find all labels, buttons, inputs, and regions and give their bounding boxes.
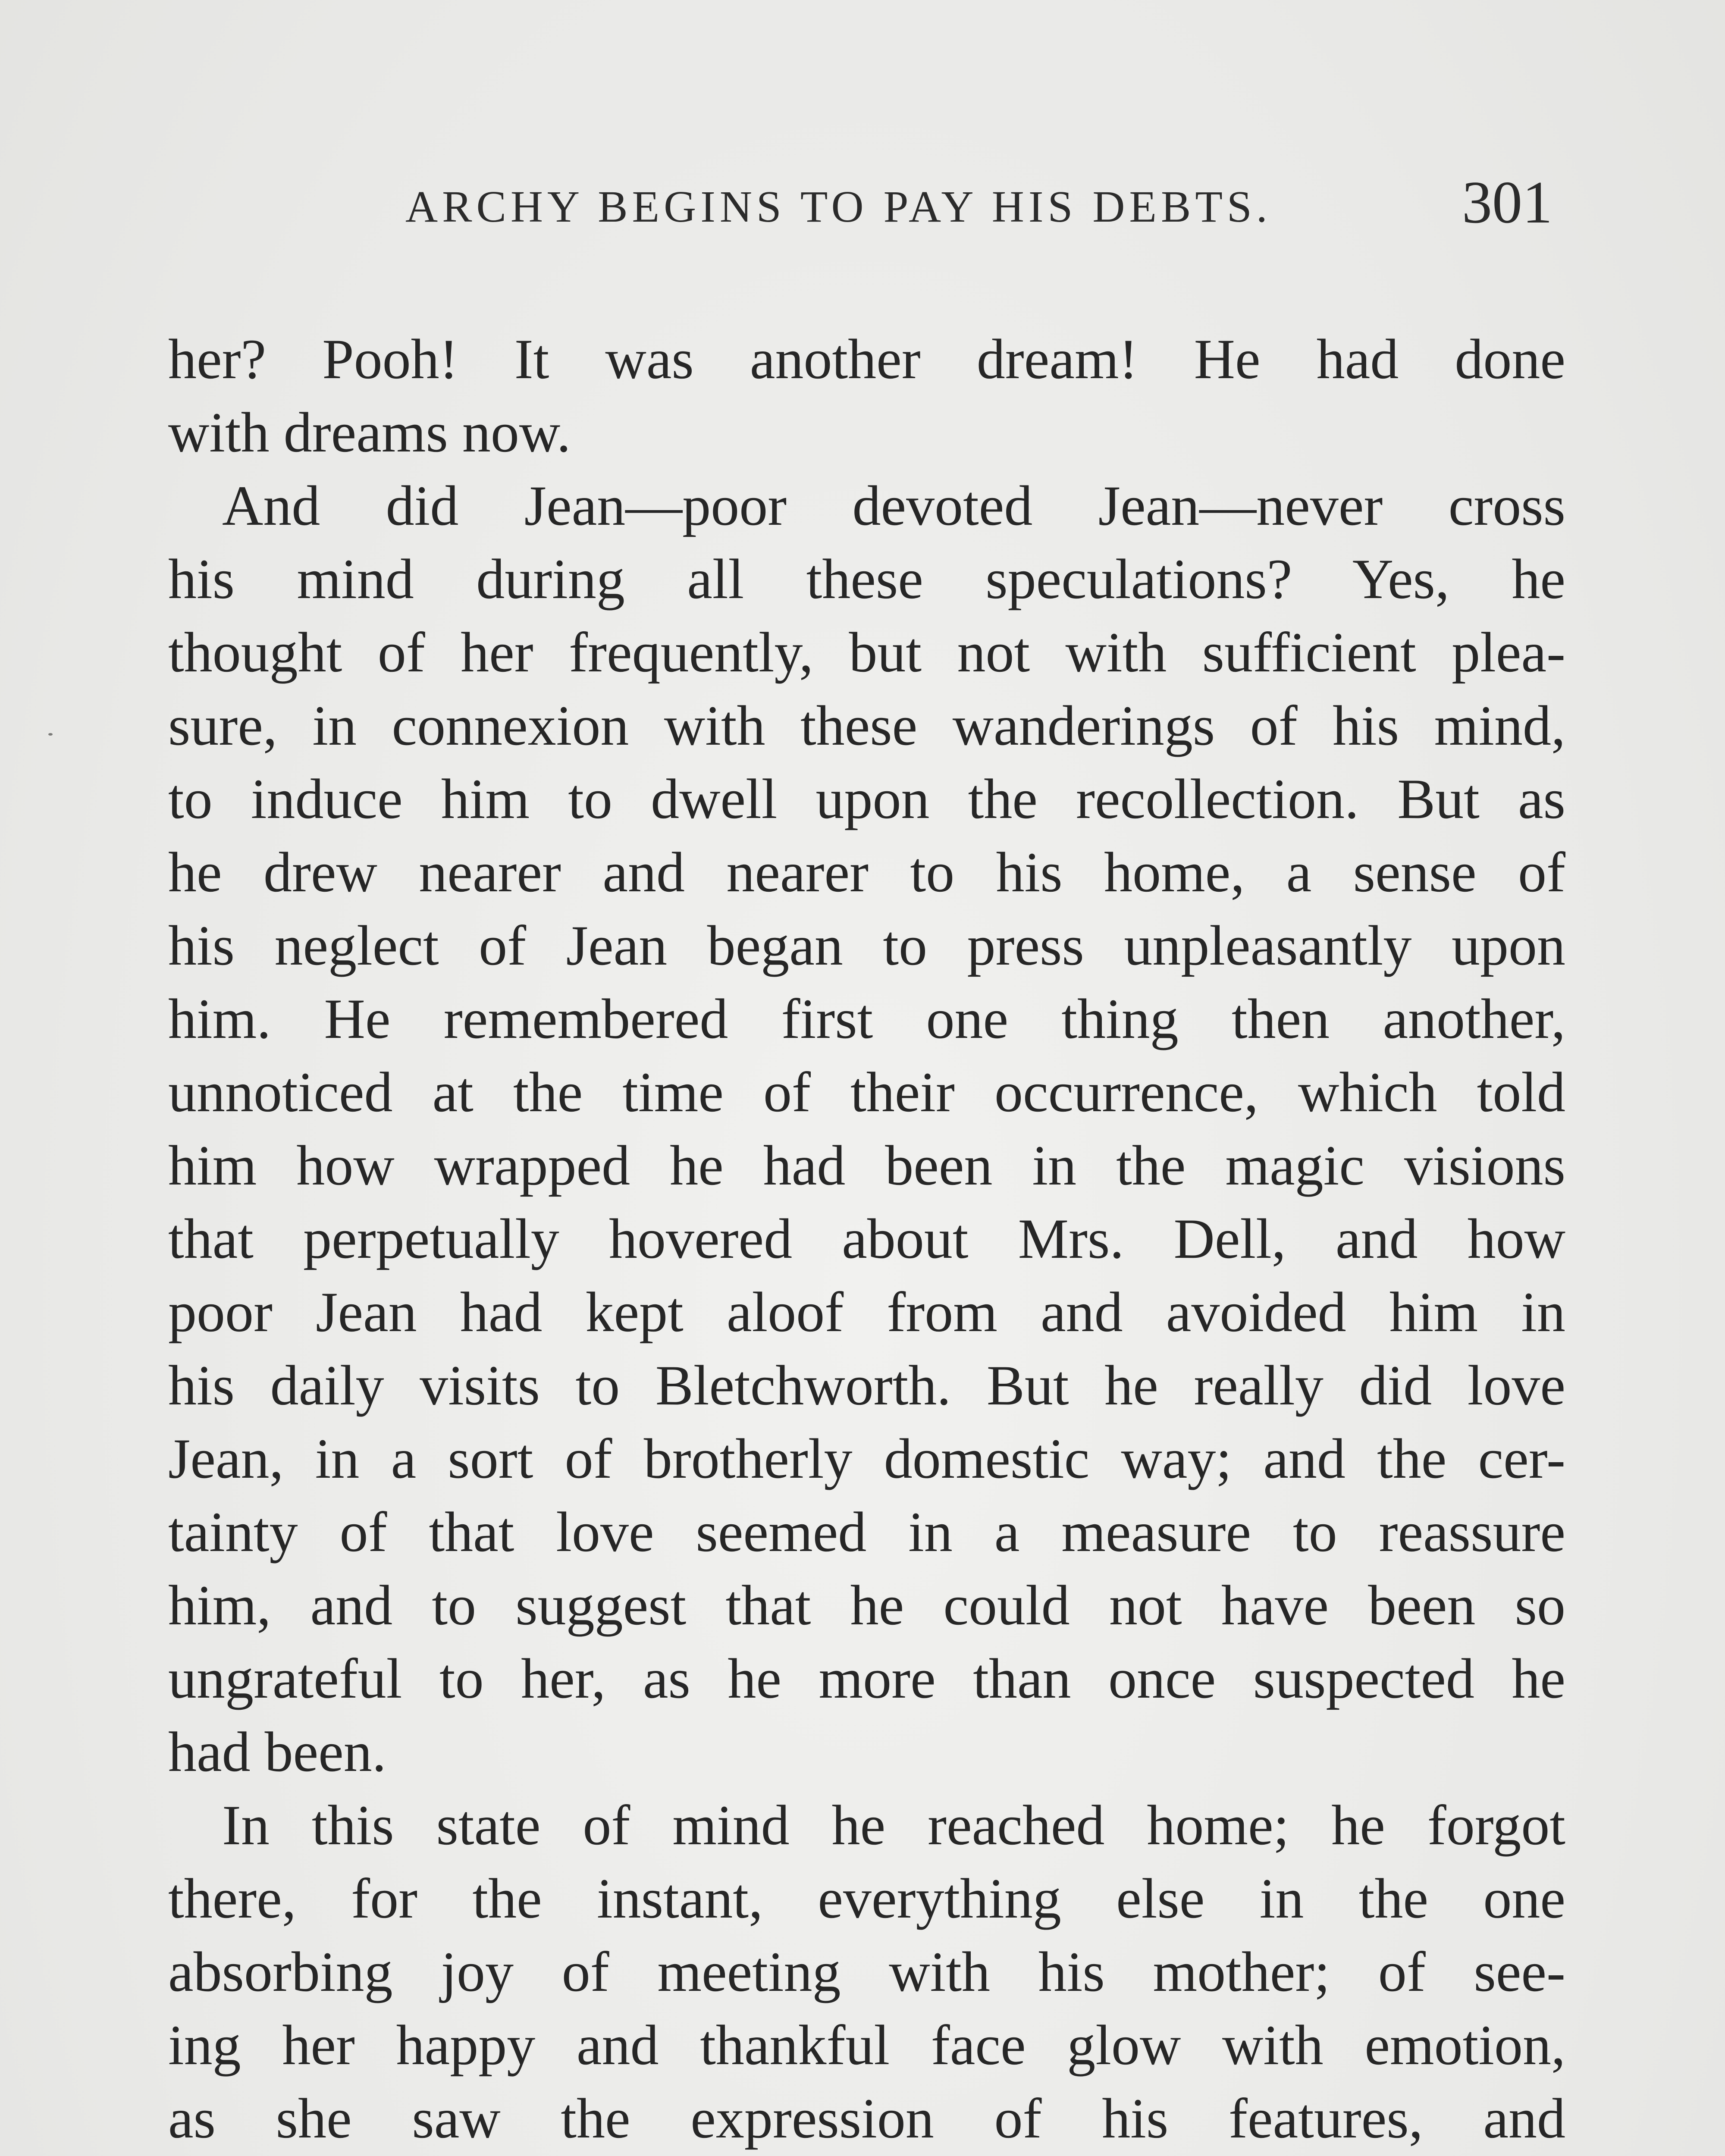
text-line: In this state of mind he reached home; he forgot: [222, 1793, 1565, 1857]
text-line: her? Pooh! It was another dream! He had done: [168, 327, 1565, 391]
paper-speck: [48, 733, 53, 736]
text-line: him. He remembered first one thing then another,: [168, 987, 1565, 1050]
text-line: his neglect of Jean began to press unpleasantly upon: [168, 914, 1565, 977]
text-line: he drew nearer and nearer to his home, a sense of: [168, 840, 1565, 904]
text-line: sure, in connexion with these wanderings of his mind,: [168, 694, 1565, 757]
text-line: that perpetually hovered about Mrs. Dell, and how: [168, 1207, 1565, 1270]
text-line: absorbing joy of meeting with his mother; of see-: [168, 1940, 1565, 2003]
text-line: Jean, in a sort of brotherly domestic way; and the cer-: [168, 1427, 1565, 1490]
page-number: 301: [1462, 169, 1552, 236]
text-line: And did Jean—poor devoted Jean—never cross: [222, 474, 1565, 537]
body-text: [168, 323, 1565, 2156]
text-line: unnoticed at the time of their occurrence, which told: [168, 1060, 1565, 1124]
text-line: to induce him to dwell upon the recollection. But as: [168, 767, 1565, 830]
text-line: tainty of that love seemed in a measure to reassure: [168, 1500, 1565, 1564]
running-head-title: ARCHY BEGINS TO PAY HIS DEBTS.: [405, 182, 1272, 232]
text-line: as she saw the expression of his features, and: [168, 2087, 1565, 2150]
text-line: him how wrapped he had been in the magic visions: [168, 1134, 1565, 1197]
text-line: had been.: [168, 1720, 386, 1783]
text-line: his mind during all these speculations? Yes, he: [168, 547, 1565, 611]
text-line: ungrateful to her, as he more than once suspected he: [168, 1647, 1565, 1710]
text-line: thought of her frequently, but not with sufficient plea-: [168, 620, 1565, 684]
text-line: him, and to suggest that he could not have been so: [168, 1573, 1565, 1637]
text-line: his daily visits to Bletchworth. But he really did love: [168, 1354, 1565, 1417]
text-line: ing her happy and thankful face glow with emotion,: [168, 2013, 1565, 2077]
text-line: poor Jean had kept aloof from and avoided him in: [168, 1280, 1565, 1344]
text-line: with dreams now.: [168, 401, 571, 464]
text-line: there, for the instant, everything else in the one: [168, 1867, 1565, 1930]
